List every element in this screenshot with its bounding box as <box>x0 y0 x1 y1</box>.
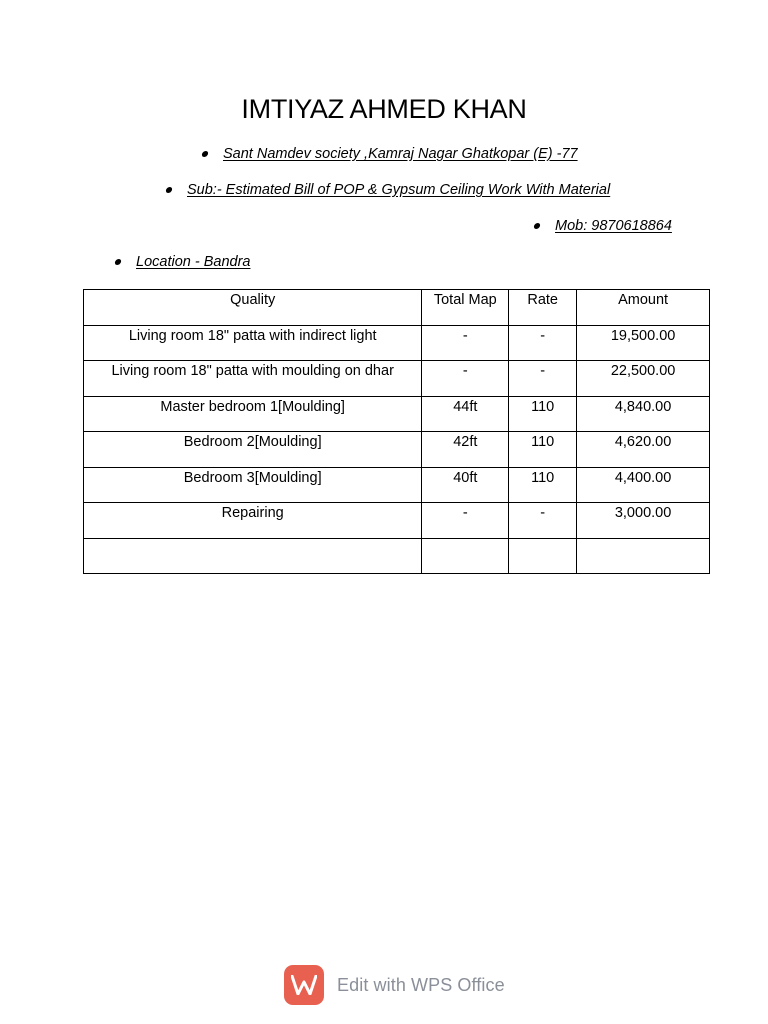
table-row <box>84 361 710 397</box>
location-text: Location - Bandra <box>136 254 251 270</box>
table-row <box>84 396 710 432</box>
bill-table <box>83 289 710 574</box>
cell-rate: 110 <box>509 432 577 468</box>
cell-total-map <box>422 538 509 574</box>
wps-edit-label[interactable]: Edit with WPS Office <box>337 974 505 995</box>
cell-amount: 4,840.00 <box>577 396 710 432</box>
table-header-row <box>84 290 710 326</box>
cell-amount: 19,500.00 <box>577 325 710 361</box>
wps-edit-banner[interactable] <box>284 965 505 1005</box>
table-row <box>84 325 710 361</box>
cell-amount: 4,620.00 <box>577 432 710 468</box>
header-rate: Rate <box>509 290 577 326</box>
page-title: IMTIYAZ AHMED KHAN <box>241 94 527 124</box>
cell-quality: Living room 18" patta with indirect light <box>84 325 422 361</box>
cell-amount: 3,000.00 <box>577 503 710 539</box>
cell-total-map: - <box>422 325 509 361</box>
mobile-text: Mob: 9870618864 <box>555 218 672 234</box>
header-quality: Quality <box>84 290 422 326</box>
cell-rate <box>509 538 577 574</box>
header-total-map: Total Map <box>422 290 509 326</box>
wps-office-logo-icon[interactable] <box>284 965 324 1005</box>
cell-total-map: 40ft <box>422 467 509 503</box>
header-amount: Amount <box>577 290 710 326</box>
subject-line <box>166 182 610 198</box>
cell-quality <box>84 538 422 574</box>
cell-rate: 110 <box>509 467 577 503</box>
cell-total-map: 44ft <box>422 396 509 432</box>
cell-quality: Repairing <box>84 503 422 539</box>
cell-amount: 4,400.00 <box>577 467 710 503</box>
subject-text: Sub:- Estimated Bill of POP & Gypsum Ceiling Work With Material <box>187 182 611 198</box>
cell-total-map: 42ft <box>422 432 509 468</box>
cell-quality: Bedroom 2[Moulding] <box>84 432 422 468</box>
table-row <box>84 432 710 468</box>
cell-rate: - <box>509 361 577 397</box>
table-row <box>84 503 710 539</box>
bullet-dot-icon <box>533 223 541 229</box>
mobile-line <box>534 218 672 234</box>
bullet-dot-icon <box>165 187 173 193</box>
cell-quality: Master bedroom 1[Moulding] <box>84 396 422 432</box>
table-row-empty <box>84 538 710 574</box>
cell-amount: 22,500.00 <box>577 361 710 397</box>
table-row <box>84 467 710 503</box>
address-line <box>202 146 578 162</box>
location-line <box>115 254 250 270</box>
bullet-dot-icon <box>201 151 209 157</box>
cell-amount <box>577 538 710 574</box>
cell-quality: Bedroom 3[Moulding] <box>84 467 422 503</box>
bullet-dot-icon <box>114 259 122 265</box>
cell-rate: - <box>509 503 577 539</box>
cell-total-map: - <box>422 361 509 397</box>
cell-rate: - <box>509 325 577 361</box>
address-text: Sant Namdev society ,Kamraj Nagar Ghatkopar (E) -77 <box>223 146 578 162</box>
cell-rate: 110 <box>509 396 577 432</box>
cell-total-map: - <box>422 503 509 539</box>
cell-quality: Living room 18" patta with moulding on dhar <box>84 361 422 397</box>
